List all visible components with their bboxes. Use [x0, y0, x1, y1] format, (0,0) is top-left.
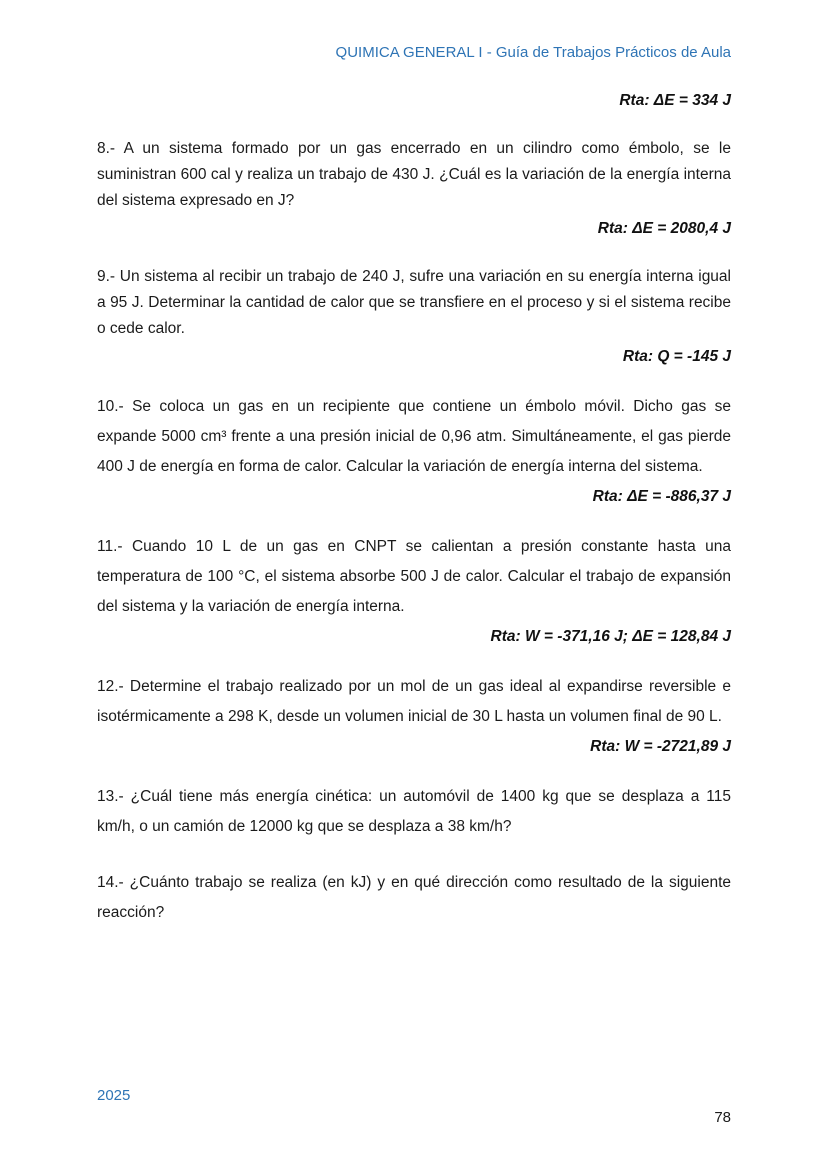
problem-8-paragraph: 8.- A un sistema formado por un gas encerrado en un cilindro como émbolo, se le suministran 600 cal y realiza un trabajo de 430 J. ¿Cuál es la variación de la energía interna del sistema expresado en J?: [97, 140, 731, 209]
page-number: 78: [714, 1109, 731, 1126]
problem-14-paragraph: 14.- ¿Cuánto trabajo se realiza (en kJ) y en qué dirección como resultado de la siguiente reacción?: [97, 874, 731, 921]
problem-11-paragraph: 11.- Cuando 10 L de un gas en CNPT se calientan a presión constante hasta una temperatura de 100 °C, el sistema absorbe 500 J de calor. Calcular el trabajo de expansión del sistema y la variación de energía interna.: [97, 538, 731, 615]
answer-line-problem-11: Rta: W = -371,16 J; ΔE = 128,84 J: [490, 628, 731, 645]
problem-10-paragraph: 10.- Se coloca un gas en un recipiente que contiene un émbolo móvil. Dicho gas se expande 5000 cm³ frente a una presión inicial de 0,96 atm. Simultáneamente, el gas pierde 400 J de energía en forma de calor. Calcular la variación de energía interna del sistema.: [97, 398, 731, 475]
problem-13-paragraph: 13.- ¿Cuál tiene más energía cinética: un automóvil de 1400 kg que se desplaza a 115 km/h, o un camión de 12000 kg que se desplaza a 38 km/h?: [97, 788, 731, 835]
document-header-title: QUIMICA GENERAL I - Guía de Trabajos Prácticos de Aula: [335, 44, 731, 61]
problem-9-paragraph: 9.- Un sistema al recibir un trabajo de 240 J, sufre una variación en su energía interna igual a 95 J. Determinar la cantidad de calor que se transfiere en el proceso y si el sistema recibe o cede calor.: [97, 268, 731, 337]
answer-line-problem-10: Rta: ΔE = -886,37 J: [592, 488, 731, 505]
footer-year: 2025: [97, 1087, 131, 1104]
answer-line-problem-8: Rta: ΔE = 2080,4 J: [597, 220, 731, 237]
answer-line-problem-12: Rta: W = -2721,89 J: [590, 738, 731, 755]
answer-line-problem-9: Rta: Q = -145 J: [622, 348, 731, 365]
answer-line-problem-7: Rta: ΔE = 334 J: [619, 92, 731, 109]
problem-12-paragraph: 12.- Determine el trabajo realizado por un mol de un gas ideal al expandirse reversible e isotérmicamente a 298 K, desde un volumen inicial de 30 L hasta un volumen final de 90 L.: [97, 678, 731, 725]
